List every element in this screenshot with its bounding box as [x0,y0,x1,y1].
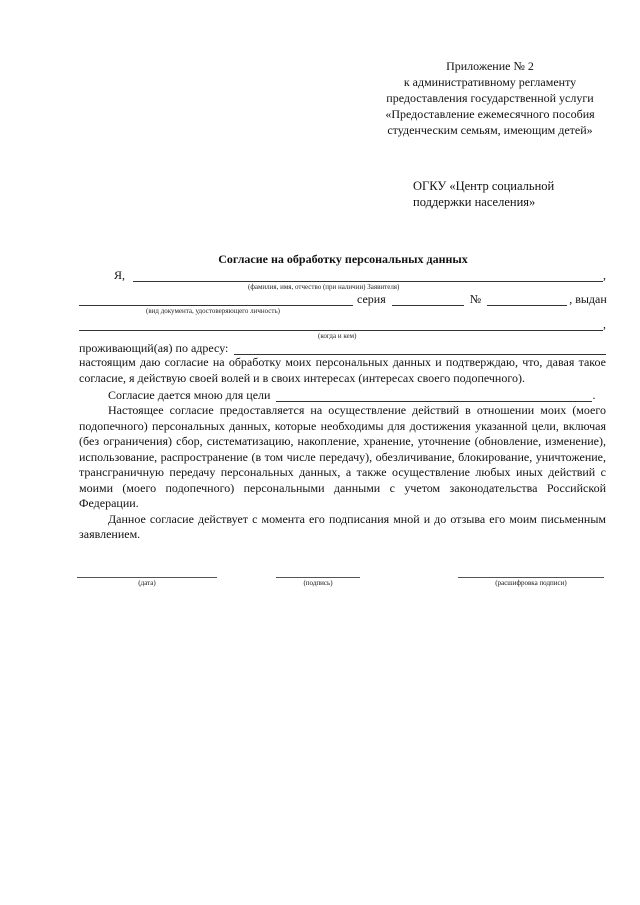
appendix-line-4: «Предоставление ежемесячного пособия [385,107,595,121]
i-label: Я, [114,268,126,282]
decoding-hint: (расшифровка подписи) [495,579,567,587]
name-hint: (фамилия, имя, отчество (при наличии) Заявителя) [248,283,400,291]
organization-line-2: поддержки населения» [413,195,536,209]
number-label: № [469,292,482,306]
appendix-line-1: Приложение № 2 [446,59,534,73]
consent-block [79,355,606,386]
purpose-field[interactable] [276,389,592,402]
signature-line[interactable] [276,577,360,578]
applicant-name-field[interactable] [133,269,603,282]
issued-row-comma: , [603,317,606,331]
form-title: Согласие на обработку персональных данных [218,252,468,266]
appendix-line-2: к административному регламенту [403,75,577,89]
purpose-row [108,388,606,402]
when-whom-hint: (когда и кем) [318,332,357,340]
appendix-line-3: предоставления государственной услуги [386,91,594,105]
validity-paragraph: Данное согласие действует с момента его подписания мной и до отзыва его моим письменным заявлением. [79,511,606,541]
address-label: проживающий(ая) по адресу: [79,341,229,355]
series-field[interactable] [392,293,464,306]
purpose-end: . [592,388,596,402]
issued-by-field[interactable] [79,318,603,331]
address-row [79,341,606,355]
appendix-header [372,58,608,138]
issued-label: , выдан [569,292,607,306]
organization-line-1: ОГКУ «Центр социальной [413,179,555,193]
signature-decoding-line[interactable] [458,577,604,578]
document-row [79,292,606,306]
consent-text: настоящим даю согласие на обработку моих персональных данных и подтверждаю, что, давая такое согласие, я действую своей волей и в своих интересах (интересах своего подопечного). [79,355,606,385]
actions-paragraph: Настоящее согласие предоставляется на осуществление действий в отношении моих (моего подопечного) персональных данных, которые необходимы для достижения указанной цели, включая (без ограничения) сбор, систематизацию, накопление, хранение, уточнение (обновление, изменение), использование, распространение (в том числе передачу), обезличивание, блокирование, уничтожение, трансграничную передачу персональных данных, а также осуществление любых иных действий с моими (моего подопечного) персональными данными с учетом законодательства Российской Федерации. [79,403,606,510]
issued-by-row [79,317,606,331]
address-field[interactable] [234,342,606,355]
recipient-organization [413,178,613,210]
document-hint: (вид документа, удостоверяющего личность) [146,307,281,315]
date-line[interactable] [77,577,217,578]
series-label: серия [357,292,386,306]
name-row-comma: , [603,268,606,282]
terms-block [79,403,606,543]
signature-hint: (подпись) [303,579,333,587]
document-type-field[interactable] [79,293,353,306]
appendix-line-5: студенческим семьям, имеющим детей» [387,123,593,137]
purpose-label: Согласие дается мною для цели [108,388,271,402]
applicant-name-row [114,268,606,282]
date-hint: (дата) [138,579,156,587]
number-field[interactable] [487,293,567,306]
